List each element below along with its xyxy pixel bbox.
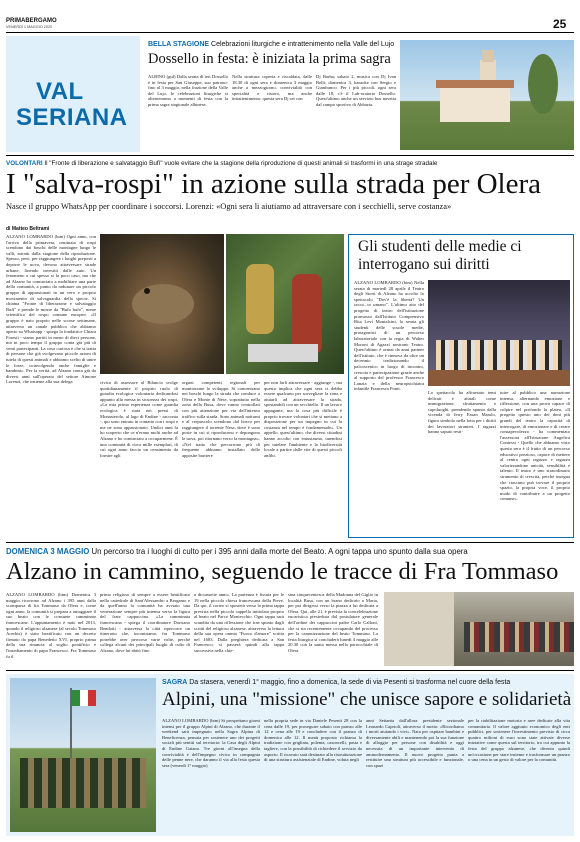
- story4-col1: ALZANO LOMBARDO (btm) Domenica 3 maggio ricorrono ad Alzano i 395 anni dalla scomparsa di fra Tommaso da Olera e, come ogni anno, la comunità si prepara a omaggiare il suo beato con le consuete camminate francescane. L'appuntamento è nato nel 2013, quando il religioso alzanese (al secolo Tommaso Acerbis) è stato beatificato con un decreto firmato da papa Benedetto XVI, proprio prima della sua rinuncia al soglio pontificio e l'insediamento di papa Francesco. Fra Tommaso fu il: [6, 592, 96, 659]
- story5-kicker-text: Da stasera, venerdì 1° maggio, fino a domenica, la sede di via Pesenti si trasforma nel cuore della festa: [189, 679, 511, 686]
- story5-col1: ALZANO LOMBARDO (btm) Si prospettano giorni intensi per il gruppo Alpini di Alzano, che durante il weekend sarà impegnato nella Sagra Alpina di Beneficenza, pensata per sostenere uno dei progetti sociali più sentiti sul territorio: la Casa degli Alpini di Endine Gaiano. Tre giorni all'insegna della convivialità e dell'impegno civico in compagnia delle penne nere, che daranno il via alla festa questa sera (venerdì 1° maggio): [162, 718, 260, 768]
- story2-col4: per non farli attraversare - aggiunge -, ma questo implica che ogni sera ci debba essere qualcuno per sorvegliare la zona e aiutarli ad attraversare la strada, spostandoli con un secchiello. Il un lavoro appagante, ma la cosa più difficile è proprio trovare volontari che si mettano a disposizione per un impegno in cui la costanza nel tempo è fondamentale». Un appello, quest'ultimo, che diversi cittadini hanno accolto con entusiasmo, unendosi per tutelare l'ambiente e la biodiversità locale a partire dalle vite di questi piccoli anfibi.: [264, 380, 342, 458]
- page-number: 25: [553, 17, 567, 31]
- story1-kicker-text: Celebrazioni liturgiche e intrattenimento nella Valle del Lujo: [211, 41, 395, 48]
- story4-kicker-line: [6, 547, 468, 556]
- story3-col2: Lo spettacolo ha affrontato temi delicati e attuali come immigrazione, sfruttamento e capoluoghi, prendendo spunto dalla vicenda di Jerry Essan Masslo, figura simbolo nella lotta per i diritti dei lavoratori stranieri. I ragazzi hanno saputo resti-: [428, 390, 496, 435]
- story1-col2: Nella struttura coperta e riscaldata, dalle 18.30 di ogni sera e domenica 3 maggio anche a mezzogiorno, convivialità con specialità e ristoro, ma anche intrattenimento: questa sera Dj set con: [232, 74, 312, 102]
- story2-kicker-line: [6, 160, 437, 167]
- story1-bottom-rule: [6, 155, 574, 156]
- story2-title: I "salva-rospi" in azione sulla strada per Olera: [6, 168, 541, 200]
- story4-col3: a diciassette anni». La partenza è fissata per le 19 nella piccola chiesa francescana della Pieve. Da qui, il corteo si sposterà verso la prima tappa prevista nella piccola cappella intitolata proprio al beato nel Parco Montecchio. Ogni tappa sarà scandita da una riflessione che trae spunto dagli scritti del religioso alzanese, attraverso la lettura della sua opera omnia "Fuoco d'amore" scritta nel 1683. Dalla preghiera dedicata a San Francesco, si passerà quindi alla tappa successiva nella chie-: [194, 592, 284, 653]
- story5-col4: per la riabilitazione motoria e aree dedicate alla vita comunitaria. Il valore aggiunto economico degli enti pubblici, per sostenere l'investimento previsto di circa quattro milioni di euro sono state attivate diverse iniziative come questa sul territorio, tra cui appunto la festa del gruppo alzanese, che diventa quindi un'occasione per stare insieme e trasformare un pranzo o una cena in un gesto di valore per la comunità.: [468, 718, 570, 763]
- story2-col1: ALZANO LOMBARDO (btm) Ogni anno, con l'arrivo della primavera, centinaia di rospi scendono dai boschi delle montagne lungo le valli, attratti dalla stagione della riproduzione. Spesso, però, per raggiungere i luoghi preposti a deporre le uova, devono attraversare strade urbane, finendo investiti dalle auto. Un fenomeno a cui spesso si fa poco caso, ma che ad Alzano ha cominciato a mobilitare una parte della comunità, a punto da radunare un piccolo gruppo di appassionati in un vero e proprio movimento di salvaguardia della specie. Si chiama "Fronte di liberazione e salvataggio Bufì" e prende le mosse da "Bufo bufo", nome scientifico del rospo comune europeo. «Il gruppo è nato proprio nelle scorse settimane, attraverso un canale pubblico che abbiamo aperto su Whatsapp - spiega la fondatrice Chiara Foresti - siamo partiti in meno di dieci persone, ma in poco tempo il gruppo conta già più di venti partecipanti. La cosa curiosa è che si tratta di persone che già svolgevano piccole azioni di tutela di questi animali e abbiamo scelto di unire le forze, coinvolgendo anche famiglie e bambini». Per la verità, ad Alzano conta già da diversi anni sull'operato del settore Aimone Lorenzi, che insieme alla sua delega: [6, 234, 96, 385]
- story2-col2: civica di assessore al Bilancio svolge quotidianamente il proprio ruolo di guardia ecologica volontaria dedicandosi appunto alla messa in sicurezza dei rospi. «La mia prima esperienza come guardia ecologica è stata nei pressi di Monasterolo, al lago di Endine - racconta -, qui sono entrato in contatto con i rospi e me ne sono appassionato. Undici anni fa ho scoperto che ce n'erano molti anche ad Alzano e ho cominciato a occuparmene. È una comunità di circa mille esemplari, di cui ogni anno faccio un censimento da fornire agli: [100, 380, 178, 458]
- story4-kicker: DOMENICA 3 MAGGIO: [6, 547, 90, 556]
- church-photo: [400, 40, 574, 150]
- students-photo: [428, 280, 570, 386]
- story5-kicker: SAGRA: [162, 679, 188, 686]
- story2-kicker-text: Il "Fronte di liberazione e salvataggio Bufì" vuole evitare che la stagione della riproduzione di questi animali si trasformi in una strage stradale: [44, 160, 438, 167]
- volunteers-photo: [226, 234, 344, 374]
- story4-bottom-rule: [6, 670, 574, 671]
- toad-photo: [100, 234, 224, 374]
- story5-col3: anni Settanta dall'allora presidente sezionale Leonardo Caprioli, attraverso il motto: «Ricordiamo i morti aiutando i vivi». Nata per ospitare bambini e diversamente abili e mantenendo poi la sua funzione di alloggio per persone con disabilità e oggi necessita di un importante intervento di ammodernamento. Il nuovo progetto punta a restituire una struttura più accessibile e funzionale, con spazi: [366, 718, 464, 768]
- story1-col1: ALBINO (gtd) Dalla serata di ieri Dossello è in festa per San Giuseppe, suo patrono: fino al 3 maggio, nella frazione della Valle del Lujo, le celebrazioni liturgiche si alterneranno a momenti di festa con la prima sagra stagionale albinese.: [148, 74, 228, 107]
- story5-title: Alpini, una "missione" che unisce sapore e solidarietà: [162, 689, 572, 710]
- story3-col3: tuire al pubblico una narrazione intensa, alternando emozione e riflessione, con una prova capace di colpire nel profondo la platea. «Il progetto questo uno dei doni più grandi del teatro la capacità di interrogare, di emozionare e di creare consapevolezza - ha commentato l'assessora all'Istruzione Angelica Contessi - Quello che abbiamo visto questa sera è il frutto di un percorso educativo prezioso, capace di mettere al centro ogni ragazzo e ragazza valorizzandone unicità, sensibilità e talento. Il teatro è uno straordinario strumento di crescita, perché insegna che ciascuno può trovare il proprio spazio, la propria voce, il proprio modo di contribuire a un progetto comune».: [500, 390, 570, 502]
- masthead-paper: PRIMABERGAMO: [6, 18, 57, 24]
- story2-kicker: VOLONTARI: [6, 160, 43, 167]
- story1-kicker: BELLA STAGIONE: [148, 41, 210, 48]
- story2-subtitle: Nasce il gruppo WhatsApp per coordinare i soccorsi. Lorenzi: «Ogni sera li aiutiamo ad attraversare con i secchielli, serve costanza»: [6, 202, 452, 211]
- story4-col4: sina cinquecentesca della Madonna del Giglio in località Busa, con un brano dedicato a Maria, per poi dirigersi verso la piazza a lui dedicata a Olera. Qui, alle 21, è prevista la concelebrazione eucaristica presieduta dal postulatore generale dell'ordine dei cappuccini padre Carlo Calloni, che si sta recentemente occupando del processo per la canonizzazione del beato Tommaso. La festa liturgica si concluderà lunedì 4 maggio alle 20.30 con la santa messa nella parrocchiale di Olera.: [288, 592, 378, 653]
- masthead-rule: [6, 32, 574, 33]
- masthead-date: VENERDÌ 1 MAGGIO 2020: [6, 25, 53, 29]
- procession-photo: [384, 592, 574, 666]
- story4-kicker-text: Un percorso tra i luoghi di culto per i 395 anni dalla morte del Beato. A ogni tappa uno spunto dalla sua opera: [91, 547, 468, 556]
- story4-title: Alzano in cammino, seguendo le tracce di Fra Tommaso: [6, 558, 559, 585]
- story4-col2: primo religioso di sempre a essere beatificato nella cattedrale di Sant'Alessandro a Bergamo e da quell'anno la comunità ha avviato una venerazione sempre più intensa verso la figura del frate cappuccino. «La camminata francescana - spiega il coordinatore Dorriano Bendotti - attraversa la città ripercorre un itinerario che, incontriamo, fra Tommaso potrebbe aver percorso varie volte, perché collega alcuni dei principali luoghi di culto di Alzano, dove lui abitò fino: [100, 592, 190, 653]
- story5-kicker-line: [162, 679, 510, 686]
- alpini-photo: [10, 678, 156, 832]
- story3-title: Gli studenti delle medie ci interrogano sui diritti: [358, 238, 522, 273]
- story1-kicker-line: [148, 41, 394, 48]
- story3-col1: ALZANO LOMBARDO (btm) Nella serata di martedì 28 aprile il Teatro degli Storti di Alzano ha accolto lo spettacolo "Dov'è la libertà? Un racco...to umano". L'ultimo atto del progetto di teatro dell'istituzione promosso dall'Istituto Comprensivo Rita Levi Montalcini, la serata gli studenti delle scuole medie, protagonisti di un percorso laboratoriale con la regia di Walter Moroni di Agazzi nostrano Teatro. Quest'ultimo è ormai da anni partner dell'istituto, che è rinnova da oltre un decennio tradizionando il palcoscenico in luogo di incontro, crescita e partecipazione grazie anche al supporto del professor Francesco Lanzia e della neuropsichiatra infantile Francesca Ponti.: [354, 280, 424, 392]
- story1-title: Dossello in festa: è iniziata la prima sagra: [148, 51, 391, 67]
- story1-col3: Dj Barba; sabato 2, musica con Dj Ivan Belli; domenica 3, karaoke con Sergio e Gianfranco. Per i più piccoli, ogni sera dalle 18, c'è il Lab-oratorio Dossello. Quest'ultimo anche un servizio bus navetta dal campo sportivo di Abbazia.: [316, 74, 396, 107]
- story2-bottom-rule: [6, 542, 574, 543]
- section-title-seriana: SERIANA: [16, 104, 128, 131]
- story2-col3: organi competenti regionali per monitorarne lo sviluppo. Si concentrano nei boschi lungo la strada che conduce a Olera e Monte di Nese, soprattutto nella zona della Busa, dove vanno controllati con più attenzione per via dell'intenso traffico sulla strada. Sono animali notturni e al crepuscolo scendono dal bosco per raggiungere il torrente Nesa, dove è sono poste in cui si riproducono e depongono le uova, poi ritornano verso la montagna». «Nel tratto che percorrono più di frequente abbiamo installato delle apposite barriere: [182, 380, 260, 458]
- story2-byline: di Matteo Beltrami: [6, 226, 50, 232]
- section-title-val: VAL: [36, 78, 84, 105]
- story5-col2: nella propria sede in via Daniele Pesenti 28 con la cena dalle 19, per proseguire sabato con pranzo alle 12 e cena alle 19 e concludere con il pranzo di domenica alle 12. Il menù proposto richiama la tradizione con grigliata, polenta, casoncelli, pasta e tagliere, con la possibilità di richiedere il servizio da asporto. Il ricavato sarà destinato alla ristrutturazione di una struttura assistenziale di Endine, voluta negli: [264, 718, 362, 763]
